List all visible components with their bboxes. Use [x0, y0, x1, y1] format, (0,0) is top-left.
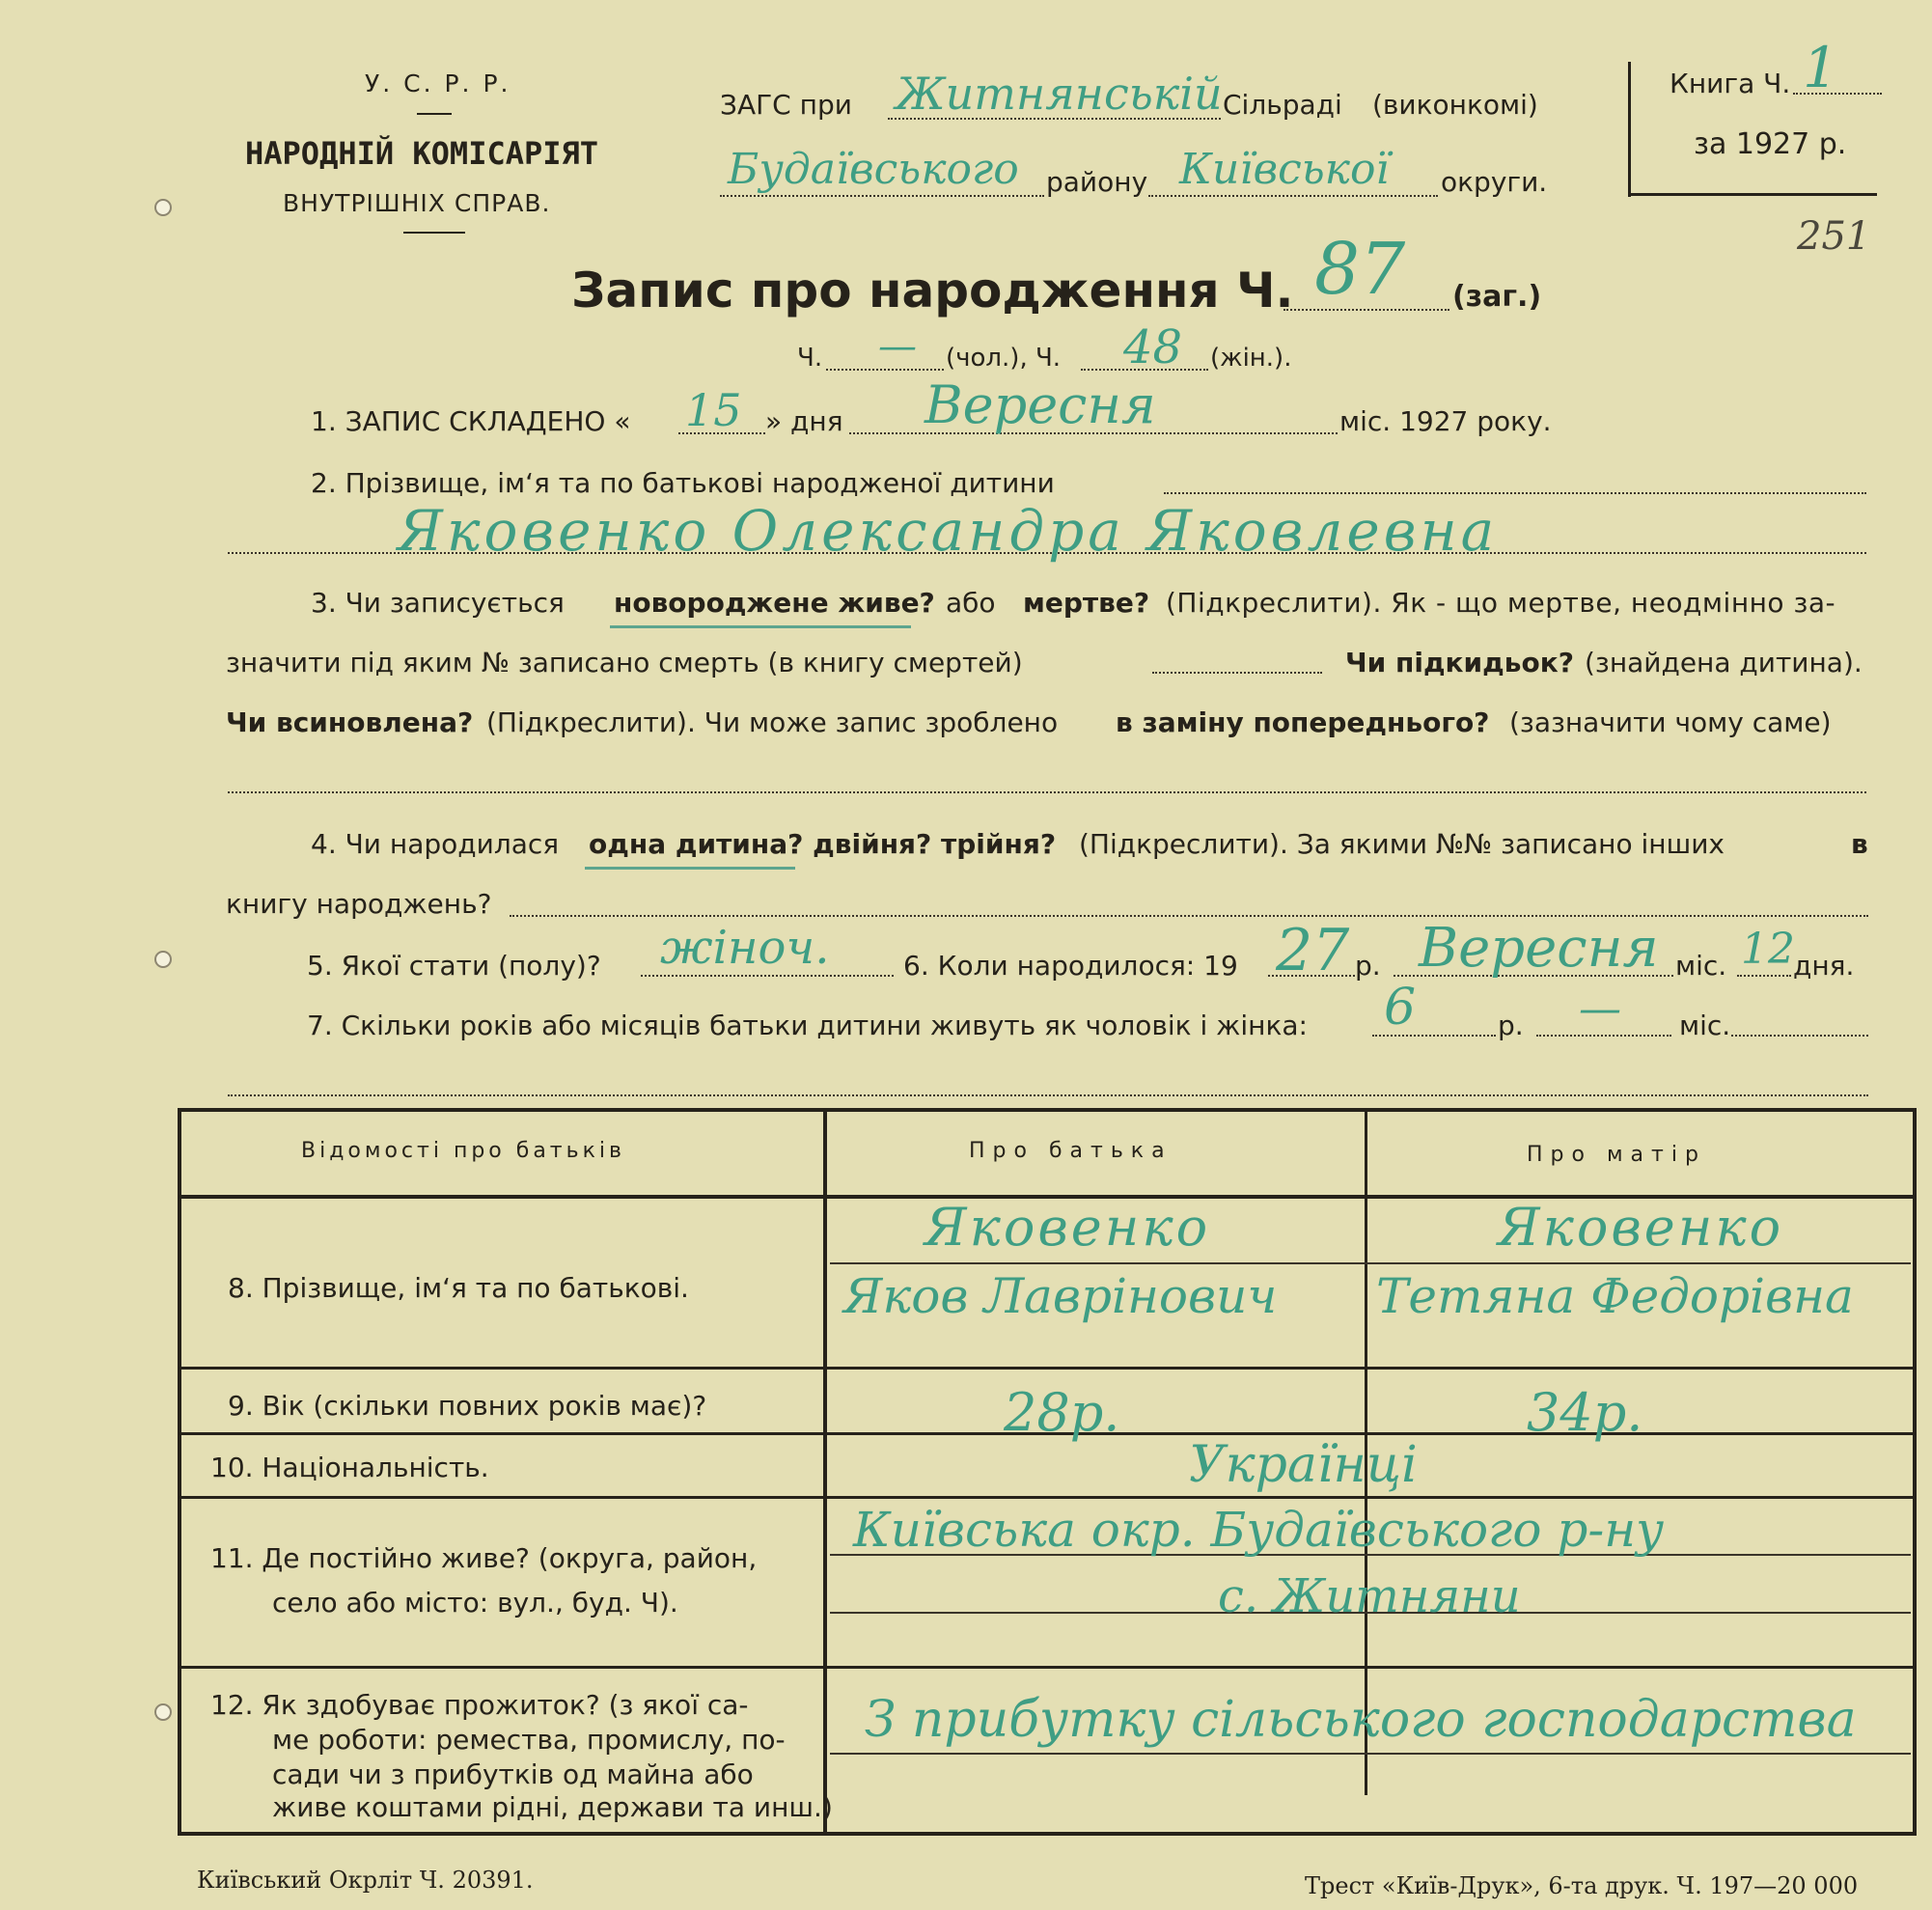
- birth-day-line: [1737, 975, 1791, 977]
- item4-line: [510, 915, 1868, 917]
- ch-label: Ч.: [797, 344, 823, 373]
- record-title: Запис про народження Ч.: [571, 263, 1294, 318]
- adopted-question: Чи всиновлена?: [226, 706, 474, 738]
- item5-label: 5. Якої стати (полу)?: [307, 950, 601, 982]
- replacement-line: [228, 791, 1866, 793]
- punch-hole: [154, 1703, 172, 1721]
- punch-hole: [154, 199, 172, 216]
- birth-day: 12: [1741, 925, 1795, 974]
- item4-count-options: одна дитина? двійня? трійня?: [589, 828, 1057, 860]
- father-surname: Яковенко: [925, 1197, 1211, 1258]
- replacement-question: в заміну попереднього?: [1116, 706, 1490, 738]
- residence-line1: Київська окр. Будаївського р-ну: [853, 1502, 1665, 1558]
- table-row-rule: [178, 1367, 1917, 1370]
- female-number: 48: [1123, 320, 1183, 374]
- item1-mid: » дня: [765, 405, 843, 437]
- row12-label-2: ме роботи: ремества, промислу, по-: [272, 1724, 786, 1756]
- zhin-label: (жін.).: [1210, 344, 1292, 373]
- row10-label: 10. Національність.: [210, 1452, 489, 1483]
- divider: [403, 232, 465, 234]
- item7-label: 7. Скільки років або місяців батьки дитини живуть як чоловік і жінка:: [307, 1010, 1308, 1041]
- item6-mis: міс.: [1675, 950, 1727, 982]
- corner-number: 251: [1797, 214, 1871, 259]
- book-year: за 1927 р.: [1694, 127, 1847, 161]
- item1-day: 15: [685, 384, 742, 436]
- item2-label: 2. Прізвище, ім‘я та по батькові народженої дитини: [311, 467, 1055, 499]
- item4-line2: книгу народжень?: [226, 888, 492, 920]
- okruhy-label: округи.: [1441, 166, 1548, 198]
- record-zag: (заг.): [1452, 280, 1542, 314]
- item7-months-line: [1536, 1035, 1671, 1037]
- ussr-header: У. С. Р. Р.: [365, 69, 511, 97]
- item3-line1-a: 3. Чи записується: [311, 587, 565, 619]
- death-number-line: [1152, 672, 1322, 674]
- child-sex: жіноч.: [660, 921, 830, 975]
- table-inner-rule: [830, 1753, 1911, 1755]
- table-inner-rule: [830, 1262, 1911, 1264]
- item3-line2-c: (знайдена дитина).: [1585, 647, 1863, 678]
- item6-label: 6. Коли народилося: 19: [903, 950, 1238, 982]
- row12-label-1: 12. Як здобуває прожиток? (з якої са-: [210, 1689, 749, 1721]
- item7-extra-line: [1731, 1035, 1868, 1037]
- table-row-rule: [178, 1666, 1917, 1669]
- row12-label-3: сади чи з прибутків од майна або: [272, 1758, 754, 1790]
- item7-r: р.: [1498, 1010, 1524, 1041]
- mother-name: Тетяна Федорівна: [1376, 1268, 1854, 1324]
- silradi-label: Сільраді: [1223, 89, 1342, 121]
- item6-r: р.: [1355, 950, 1381, 982]
- father-age: 28р.: [1004, 1382, 1120, 1443]
- item1-month: Вересня: [925, 374, 1156, 435]
- book-box-left: [1628, 62, 1631, 197]
- commissariat-subtitle: ВНУТРІШНІХ СПРАВ.: [283, 189, 551, 217]
- residence-line2: с. Житняни: [1218, 1569, 1521, 1623]
- item4-line1-a: 4. Чи народилася: [311, 828, 560, 860]
- footer-right: Трест «Київ-Друк», 6-та друк. Ч. 197—20 000: [1305, 1872, 1859, 1899]
- item2-line: [1164, 492, 1866, 494]
- footer-left: Київський Окрліт Ч. 20391.: [197, 1867, 534, 1894]
- child-name: Яковенко Олександра Яковлевна: [398, 498, 1499, 564]
- mother-surname: Яковенко: [1498, 1197, 1784, 1258]
- male-number: —: [878, 324, 917, 369]
- row11-label-2: село або місто: вул., буд. Ч).: [272, 1587, 678, 1619]
- item6-dnia: дня.: [1793, 950, 1855, 982]
- item7-mis: міс.: [1679, 1010, 1731, 1041]
- alive-underline: [610, 625, 911, 628]
- village-handwritten: Житнянській: [896, 68, 1223, 120]
- one-child-underline: [585, 867, 795, 870]
- item3-dead-option: мертве?: [1023, 587, 1150, 619]
- item4-line1-d: в: [1851, 828, 1868, 860]
- item5-line: [641, 975, 894, 977]
- livelihood: З прибутку сільського господарства: [865, 1691, 1857, 1749]
- header-mother: Про матір: [1527, 1143, 1706, 1167]
- punch-hole: [154, 951, 172, 968]
- father-name: Яков Лаврінович: [843, 1268, 1278, 1324]
- birth-month: Вересня: [1419, 917, 1659, 980]
- okruha-handwritten: Київської: [1179, 145, 1390, 194]
- chol-label: (чол.), Ч.: [946, 344, 1062, 373]
- item7-years: 6: [1384, 979, 1417, 1037]
- header-parents-info: Відомості про батьків: [301, 1139, 625, 1163]
- raionu-label: району: [1046, 166, 1148, 198]
- book-label: Книга Ч.: [1670, 68, 1791, 99]
- birth-year: 27: [1276, 917, 1350, 984]
- district-line: [720, 195, 1044, 197]
- commissariat-title: НАРОДНІЙ КОМІСАРІЯТ: [245, 135, 599, 172]
- item4-line1-c: (Підкреслити). За якими №№ записано інших: [1079, 828, 1725, 860]
- row11-label-1: 11. Де постійно живе? (округа, район,: [210, 1542, 758, 1574]
- row9-label: 9. Вік (скільки повних років має)?: [228, 1390, 707, 1422]
- item3-alive-option: новороджене живе?: [614, 587, 935, 619]
- foundling-question: Чи підкидьок?: [1345, 647, 1574, 678]
- item7-blank-line: [228, 1094, 1868, 1096]
- row12-label-4: живе коштами рідні, держави та инш.): [272, 1791, 833, 1823]
- item1-label: 1. ЗАПИС СКЛАДЕНО «: [311, 405, 631, 437]
- book-number: 1: [1803, 35, 1838, 100]
- item3-line1-c: або: [946, 587, 996, 619]
- male-number-line: [826, 369, 944, 371]
- district-handwritten: Будаївського: [728, 145, 1019, 194]
- book-box-bottom: [1628, 193, 1877, 196]
- item1-end: міс. 1927 року.: [1339, 405, 1552, 437]
- item7-months: —: [1579, 984, 1621, 1034]
- table-col-divider: [823, 1108, 827, 1836]
- item3-line2-a: значити під яким № записано смерть (в книгу смертей): [226, 647, 1023, 678]
- item3-line3-d: (зазначити чому саме): [1509, 706, 1832, 738]
- nationality: Українці: [1189, 1436, 1418, 1494]
- table-row-rule: [178, 1496, 1917, 1499]
- zags-label: ЗАГС при: [720, 89, 852, 121]
- divider: [417, 113, 452, 115]
- row8-label: 8. Прізвище, ім‘я та по батькові.: [228, 1272, 689, 1304]
- mother-age: 34р.: [1527, 1382, 1643, 1443]
- okruha-line: [1148, 195, 1438, 197]
- item3-line3-b: (Підкреслити). Чи може запис зроблено: [486, 706, 1059, 738]
- item3-line1-e: (Підкреслити). Як - що мертве, неодмінно за-: [1166, 587, 1836, 619]
- record-number: 87: [1314, 228, 1406, 311]
- vykonkomi-label: (виконкомі): [1372, 89, 1538, 121]
- header-father: Про батька: [969, 1139, 1173, 1163]
